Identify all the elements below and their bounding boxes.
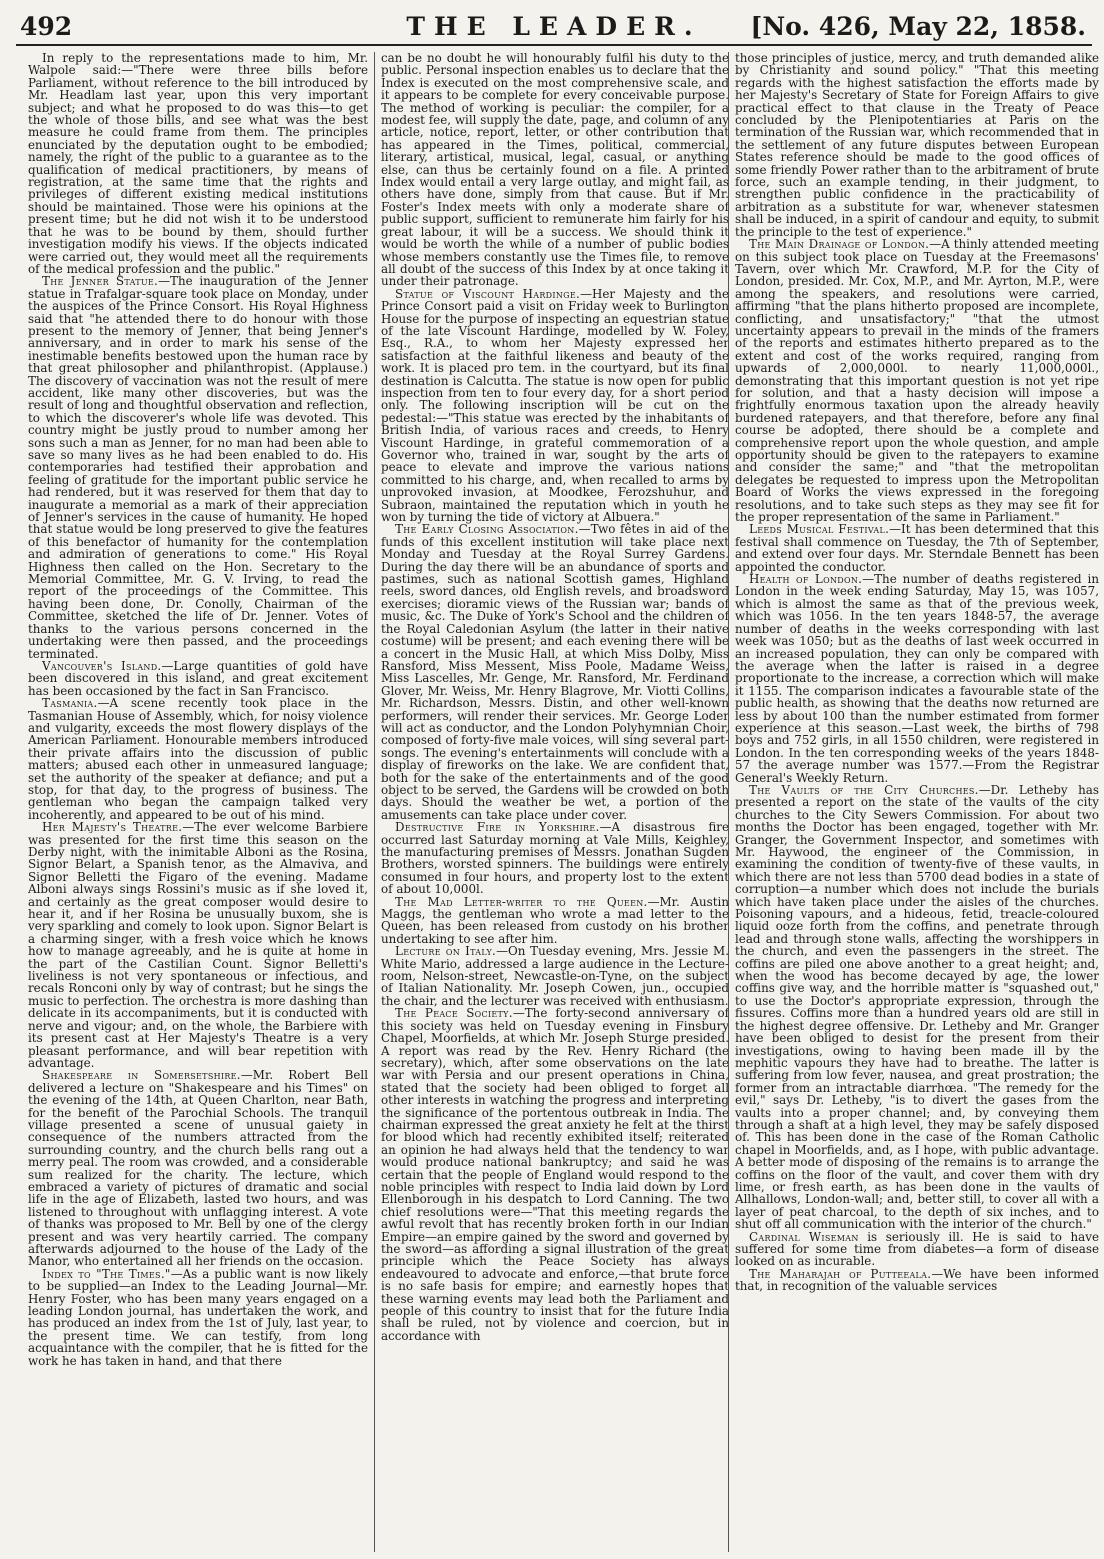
article-heading: Statue of Viscount Hardinge. <box>395 286 581 301</box>
article-paragraph <box>735 1268 1099 1293</box>
article-heading: Health of London. <box>749 572 863 587</box>
article-text: The inauguration of the Jenner statue in Trafalgar-square took place on Monday, under the auspices of the Prince Consort. His Royal Highness said that "he attended there to do honour with those present to the memory of Jenner, that being Jenner's anniversary, and in order to mark his sense of the inestimable benefits bestowed upon the human race by that great philosopher and philanthropist. (Applause.) The discovery of vaccination was not the result of mere accident, like many other discoveries, but was the result of long and thoughtful observation and reflection, to which the discoverer's whole life was devoted. This country might be justly proud to number among her sons such a man as Jenner, for no man had been able to save so many lives as he had been enabled to do. His contemporaries had testified their approbation and feeling of gratitude for the important public service he had rendered, but it was reserved for them that day to inaugurate a memorial as a mark of their appreciation of Jenner's services in the cause of humanity. He hoped that statue would be long preserved to give the features of this benefactor of humanity for the contemplation and admiration of generations to come." His Royal Highness then called on the Hon. Secretary to the Memorial Committee, Mr. G. V. Irving, to read the report of the proceedings of the Committee. This having been done, Dr. Conolly, Chairman of the Committee, sketched the life of Dr. Jenner. Votes of thanks to the various persons concerned in the undertaking were then passed, and the proceedings terminated. <box>28 274 368 661</box>
article-text: Her Majesty and the Prince Consort paid a visit on Friday week to Burlington House for the purpose of inspecting an equestrian statue of the late Viscount Hardinge, modelled by W. Foley, Esq., R.A., to whom her Majesty expressed her satisfaction at the faithful likeness and beauty of the work. It is placed pro tem. in the courtyard, but its final destination is Calcutta. The statue is now open for public inspection from ten to four every day, for a short period only. The following inscription will be cut on the pedestal:—"This statue was erected by the inhabitants of British India, of various races and creeds, to Henry Viscount Hardinge, in grateful commemoration of a Governor who, trained in war, sought by the arts of peace to elevate and improve the various nations committed to his charge, and, when recalled to arms by unprovoked invasion, at Moodkee, Ferozshuhur, and Subraon, maintained the reputation which in youth he won by turning the tide of victory at Albuera." <box>381 286 729 525</box>
heading-dash: — <box>496 944 509 959</box>
article-paragraph <box>28 1268 368 1367</box>
article-text: Large quantities of gold have been discovered in this island, and great excitement has been occasioned by the fact in San Francisco. <box>28 658 368 698</box>
article-text: Mr. Austin Maggs, the gentleman who wrote a mad letter to the Queen, has been released from custody on his brother undertaking to see after him. <box>381 894 729 946</box>
heading-dash: — <box>97 696 110 711</box>
column-1 <box>28 52 368 1552</box>
column-3 <box>728 52 1099 1552</box>
column-2 <box>374 52 729 1552</box>
article-text: is seriously ill. He is said to have suffered for some time from diabetes—a form of disease looked on as incurable. <box>735 1229 1099 1269</box>
article-paragraph <box>381 288 729 524</box>
article-paragraph <box>381 945 729 1007</box>
article-paragraph <box>735 523 1099 573</box>
article-text: The ever welcome Barbiere was presented for the first time this season on the Derby night, with the inimitable Alboni as the Rosina, Signor Belart, a Spanish tenor, as the Almaviva, and Signor Belletti the Figaro of the evening. Madame Alboni always sings Rossini's music as if she loved it, and certainly as the great composer would desire to hear it, and if her Rosina be unusually buxom, she is very sparkling and comely to look upon. Signor Belart is a charming singer, with a fresh voice which he knows how to manage agreeably, and he is quite at home in the part of the Castilian Count. Signor Belletti's liveliness is not very spontaneous or infectious, and recals Ronconi only by way of contrast; but he sings the music to perfection. The orchestra is more dashing than delicate in its accompaniments, but it is conducted with nerve and vigour; and, on the whole, the Barbiere with its present cast at Her Majesty's Theatre is a very pleasant performance, and will bear repetition with advantage. <box>28 820 368 1070</box>
heading-dash: — <box>889 522 902 537</box>
article-paragraph <box>28 660 368 697</box>
article-heading: The Vaults of the City Churches. <box>749 782 979 797</box>
article-heading: Destructive Fire in Yorkshire. <box>395 820 600 835</box>
article-text: Two fêtes in aid of the funds of this excellent institution will take place next Monday and Tuesday at the Royal Surrey Gardens. During the day there will be an abundance of sports and pastimes, such as national Scottish games, Highland reels, sword dances, old English revels, and broadsword exercises; dioramic views of the Russian war; bands of music, &c. The Duke of York's School and the children of the Royal Caledonian Asylum (the latter in their native costume) will be present; and each evening there will be a concert in the Music Hall, at which Miss Dolby, Miss Ransford, Miss Messent, Miss Poole, Madame Weiss, Miss Lascelles, Mr. Genge, Mr. Ransford, Mr. Ferdinand Glover, Mr. Weiss, Mr. Henry Blagrove, Mr. Viotti Collins, Mr. Richardson, Messrs. Distin, and other well-known performers, will render their services. Mr. George Loder will act as conductor, and the London Polyhymnian Choir, composed of forty-five male voices, will sing several part-songs. The evening's entertainments will conclude with a display of fireworks on the lake. We are confident that, both for the sake of the entertainments and of the good object to be served, the Gardens will be crowded on both days. Should the weather be wet, a portion of the amusements can take place under cover. <box>381 522 729 822</box>
article-heading: The Early Closing Association. <box>395 522 579 537</box>
article-paragraph <box>381 523 729 821</box>
heading-dash: — <box>578 522 591 537</box>
article-text: can be no doubt he will honourably fulfil his duty to the public. Personal inspection enables us to declare that the Index is executed on the most comprehensive scale, and it appears to be complete for every conceivable purpose. The method of working is peculiar: the compiler, for a modest fee, will supply the date, page, and column of any article, notice, report, letter, or other contribution that has appeared in the Times, political, commercial, literary, artistical, musical, legal, casual, or anything else, can thus be certainly found on a file. A printed Index would entail a very large outlay, and might fail, as others have done, simply from that cause. But if Mr. Foster's Index meets with only a moderate share of public support, sufficient to remunerate him fairly for his great labour, it will be a success. We should think it would be worth the while of a number of public bodies whose members constantly use the Times file, to remove all doubt of the success of this Index by at once taking it under their patronage. <box>381 52 729 289</box>
article-paragraph <box>735 1231 1099 1268</box>
article-paragraph <box>381 1007 729 1342</box>
article-heading: The Maharajah of Putteeala. <box>749 1266 932 1281</box>
heading-dash: — <box>170 1266 183 1281</box>
article-text: We have been informed that, in recognition of the valuable services <box>735 1266 1099 1294</box>
article-paragraph <box>28 821 368 1069</box>
article-paragraph <box>28 52 368 275</box>
article-text: Mr. Robert Bell delivered a lecture on "Shakespeare and his Times" on the evening of the 14th, at Queen Charlton, near Bath, for the benefit of the Parochial Schools. The tranquil village presented a scene of unusual gaiety in consequence of the numbers attracted from the surrounding country, and the church bells rang out a merry peal. The room was crowded, and a considerable sum realized for the charity. The lecture, which embraced a variety of pictures of dramatic and social life in the age of Elizabeth, lasted two hours, and was listened to throughout with unflagging interest. A vote of thanks was proposed to Mr. Bell by one of the clergy present and was very heartily carried. The company afterwards adjourned to the house of the Lady of the Manor, who entertained all her friends on the occasion. <box>28 1068 368 1269</box>
article-text: The forty-second anniversary of this society was held on Tuesday evening in Finsbury Chapel, Moorfields, at which Mr. Joseph Sturge presided. A report was read by the Rev. Henry Richard (the secretary), which, after some observations on the late war with Persia and our present operations in China, stated that the society had been obliged to forget all other interests in watching the progress and interpreting the significance of the portentous outbreak in India. The chairman expressed the great anxiety he felt at the thirst for blood which had recently exhibited itself; reiterated an opinion he had always held that the tendency to war would produce national bankruptcy; and said he was certain that the people of England would respond to the noble principles with respect to India laid down by Lord Ellenborough in his despatch to Lord Canning. The two chief resolutions were—"That this meeting regards the awful revolt that has recently broken forth in our Indian Empire—an empire gained by the sword and governed by the sword—as affording a signal illustration of the great principle which the Peace Society has always endeavoured to advocate and enforce,—that brute force is no safe basis for empire; and earnestly hopes that these warning events may lead both the Parliament and people of this country to insist that for the future India shall be ruled, not by violence and coercion, but in accordance with <box>381 1006 729 1343</box>
heading-dash: — <box>580 286 592 301</box>
article-paragraph <box>381 52 729 288</box>
article-paragraph <box>735 784 1099 1231</box>
heading-dash: — <box>647 894 660 909</box>
article-paragraph <box>28 1069 368 1268</box>
article-text: On Tuesday evening, Mrs. Jessie M. White Mario, addressed a large audience in the Lecture-room, Nelson-street, Newcastle-on-Tyne, on the subject of Italian Nationality. Mr. Joseph Cowen, jun., occupied the chair, and the lecturer was received with enthusiasm. <box>381 944 729 1008</box>
article-heading: Index to "The Times." <box>42 1266 171 1281</box>
heading-dash: — <box>862 572 875 587</box>
article-text: those principles of justice, mercy, and truth demanded alike by Christianity and sound policy." "That this meeting regards with the highest satisfaction the efforts made by her Majesty's Secretary of State for Foreign Affairs to give practical effect to that clause in the Treaty of Peace concluded by the Plenipotentiaries at Paris on the termination of the Russian war, which recommended that in the settlement of any future disputes between European States reference should be made to the good offices of some friendly Power rather than to the arbitrament of brute force, such an example tending, in their judgment, to strengthen public confidence in the practicability of arbitration as a substitute for war, whenever statesmen shall be induced, in a spirit of candour and equity, to submit the principle to the test of experience." <box>735 52 1099 239</box>
article-text: In reply to the representations made to him, Mr. Walpole said:—"There were three bills before Parliament, without reference to the bill introduced by Mr. Headlam last year, upon this very important subject; and what he proposed to do was this—to get the whole of those bills, and see what was the best measure he could frame from them. The principles enunciated by the deputation ought to be embodied; namely, the right of the public to a guarantee as to the qualification of medical practitioners, by means of registration, at the same time that the rights and privileges of different existing medical institutions should be maintained. Those were his opinions at the present time; but he did not wish it to be understood that he was to be bound by them, should further investigation modify his views. If the objects indicated were carried out, they would meet all the requirements of the medical profession and the public." <box>28 52 368 276</box>
article-heading: Vancouver's Island. <box>42 658 162 673</box>
article-heading: The Main Drainage of London. <box>749 237 930 252</box>
article-paragraph <box>28 697 368 821</box>
article-paragraph <box>735 238 1099 523</box>
article-text: A disastrous fire occurred last Saturday morning at Vale Mills, Keighley, the manufacturing premises of Messrs. Jonathan Sugden Brothers, worsted spinners. The buildings were entirely consumed in four hours, and property lost to the extent of about 10,000l. <box>381 820 729 897</box>
article-heading: The Mad Letter-writer to the Queen. <box>395 894 648 909</box>
article-text: A scene recently took place in the Tasmanian House of Assembly, which, for noisy violence and vulgarity, exceeds the most flowery displays of the American Parliament. Honourable members introduced their private affairs into the discussion of public matters; abused each other in unmeasured language; set the authority of the speaker at defiance; and put a stop, for that day, to the progress of business. The gentleman who began the campaign talked very incoherently, and appeared to be out of his mind. <box>28 696 368 822</box>
heading-dash: — <box>978 782 991 797</box>
heading-dash: — <box>929 237 942 252</box>
heading-dash: — <box>158 274 171 289</box>
article-heading: Shakespeare in Somersetshire. <box>42 1068 241 1083</box>
heading-dash: — <box>182 820 195 835</box>
issue-date: [No. 426, May 22, 1858. <box>750 12 1086 41</box>
page-number: 492 <box>20 12 73 41</box>
heading-dash: — <box>931 1266 944 1281</box>
article-paragraph <box>735 573 1099 784</box>
article-heading: The Peace Society. <box>395 1006 513 1021</box>
heading-dash: — <box>599 820 612 835</box>
article-heading: Cardinal Wiseman <box>749 1229 859 1244</box>
article-heading: Leeds Musical Festival. <box>749 522 890 537</box>
article-paragraph <box>28 275 368 660</box>
article-heading: Her Majesty's Theatre. <box>42 820 183 835</box>
heading-dash: — <box>240 1068 253 1083</box>
article-text: It has been determined that this festival shall commence on Tuesday, the 7th of September, and extend over four days. Mr. Sterndale Bennett has been appointed the conductor. <box>735 522 1099 574</box>
article-paragraph <box>735 52 1099 238</box>
article-text: Dr. Letheby has presented a report on the state of the vaults of the city churches to the City Sewers Commission. For about two months the Doctor has been engaged, together with Mr. Granger, the Government Inspector, and sometimes with Mr. Haywood, the engineer of the Commission, in examining the condition of twenty-five of these vaults, in which there are not less than 5700 dead bodies in a state of corruption—a number which does not include the burials which have taken place under the aisles of the churches. Poisoning vapours, and a hideous, fetid, treacle-coloured liquid ooze forth from the coffins, and penetrate through lead and through stone walls, affecting the worshippers in the church, and even the passengers in the street. The coffins are piled one above another to a great height; and, when the wood has become decayed by age, the lower coffins give way, and the horrible matter is "squashed out," to use the Doctor's appropriate expression, through the fissures. Coffins more than a hundred years old are still in the highest degree offensive. Dr. Letheby and Mr. Granger have been obliged to desist for the present from their investigations, owing to having been made ill by the mephitic vapours they have had to breathe. The latter is suffering from low fever, nausea, and great prostration; the former from an intractable diarrhœa. "The remedy for the evil," says Dr. Letheby, "is to divert the gases from the vaults into a proper channel; and, by conveying them through a shaft at a high level, they may be safely disposed of. This has been done in the case of the Roman Catholic chapel in Moorfields, and, as I hope, with public advantage. A better mode of disposing of the remains is to arrange the coffins on the floor of the vault, and cover them with dry lime, or fresh earth, as has been done in the vaults of Allhallows, London-wall; and, better still, to cover all with a layer of peat charcoal, to the depth of six inches, and to shut off all communication with the interior of the church." <box>735 782 1099 1232</box>
article-text: The number of deaths registered in London in the week ending Saturday, May 15, was 1057, which is almost the same as that of the previous week, which was 1056. In the ten years 1848-57, the average number of deaths in the weeks corresponding with last week was 1050; but as the deaths of last week occurred in an increased population, they can only be compared with the average when the latter is raised in a degree proportionate to the increase, a correction which will make it 1155. The comparison indicates a favourable state of the public health, as showing that the deaths now returned are less by about 100 than the number estimated from former experience at this season.—Last week, the births of 798 boys and 752 girls, in all 1550 children, were registered in London. In the ten corresponding weeks of the years 1848-57 the average number was 1577.—From the Registrar General's Weekly Return. <box>735 572 1099 785</box>
masthead-title: THE LEADER. <box>406 12 702 41</box>
article-text: A thinly attended meeting on this subject took place on Tuesday at the Freemasons' Tavern, over which Mr. Crawford, M.P. for the City of London, presided. Mr. Cox, M.P., and Mr. Ayrton, M.P., were among the speakers, and resolutions were carried, affirming "that the plans hitherto proposed are incomplete, conflicting, and unsatisfactory;" "that the utmost uncertainty appears to prevail in the minds of the framers of the reports and estimates hitherto prepared as to the extent and cost of the works required, ranging from upwards of 2,000,000l. to nearly 11,000,000l., demonstrating that this important question is not yet ripe for solution, and that a hasty decision will impose a frightfully enormous taxation upon the already heavily burdened ratepayers, and that therefore, before any final course be adopted, there should be a complete and comprehensive report upon the whole question, and ample opportunity should be given to the ratepayers to examine and consider the same;" and "that the metropolitan delegates be requested to impress upon the Metropolitan Board of Works the views expressed in the foregoing resolutions, and to take such steps as they may see fit for the proper representation of the same in Parliament." <box>735 237 1099 525</box>
page-header <box>16 0 1092 46</box>
article-paragraph <box>381 896 729 946</box>
article-paragraph <box>381 821 729 895</box>
article-text: As a public want is now likely to be supplied—an Index to the Leading Journal—Mr. Henry Foster, who has been many years engaged on a leading London journal, has undertaken the work, and has produced an index from the 1st of July, last year, to the present time. We can testify, from long acquaintance with the compiler, that he is fitted for the work he has taken in hand, and that there <box>28 1266 368 1368</box>
heading-dash: — <box>512 1006 525 1021</box>
heading-dash: — <box>161 658 174 673</box>
article-heading: The Jenner Statue. <box>42 274 159 289</box>
article-heading: Tasmania. <box>42 696 98 711</box>
article-heading: Lecture on Italy. <box>395 944 497 959</box>
